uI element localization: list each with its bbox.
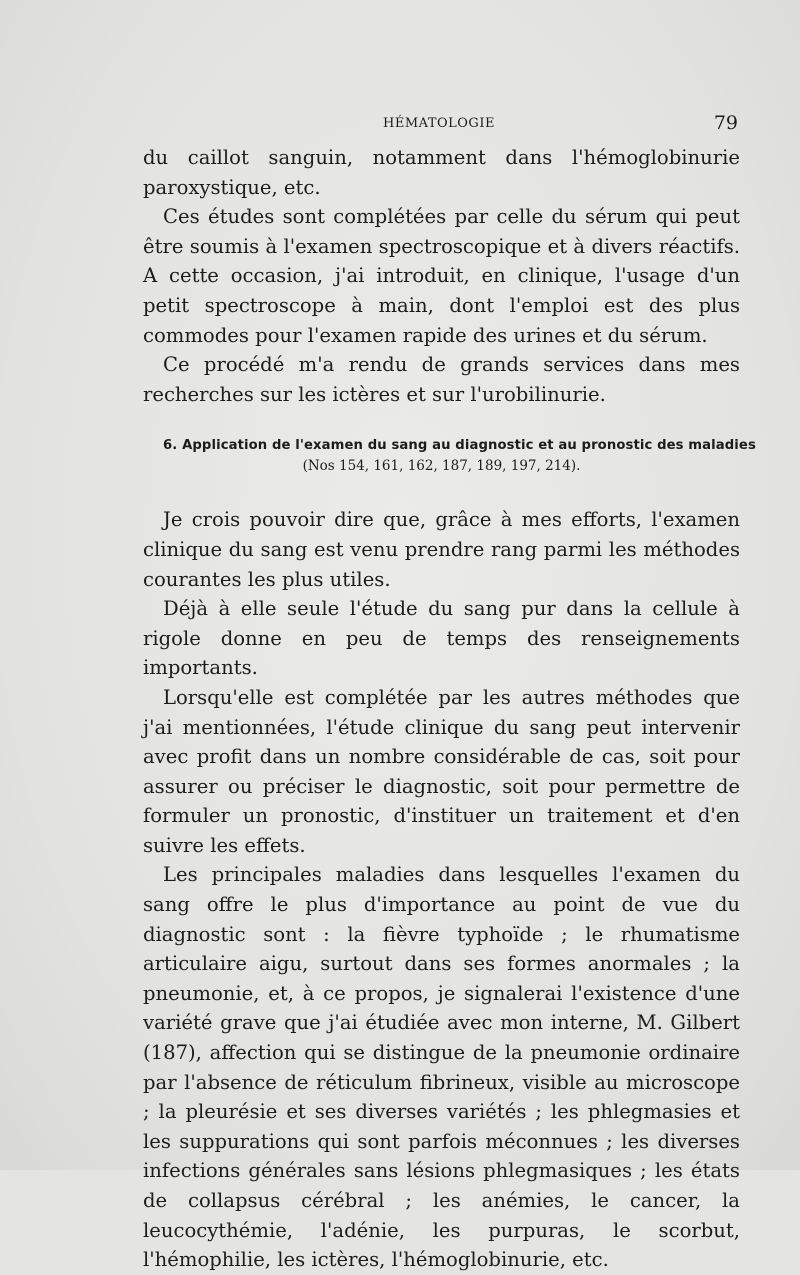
section-references: (Nos 154, 161, 162, 187, 189, 197, 214). — [302, 458, 581, 475]
paragraph: Je crois pouvoir dire que, grâce à mes efforts, l'examen clinique du sang est venu prendre rang parmi les méthodes courantes les plus utiles. — [143, 508, 740, 591]
paragraph: Ces études sont complétées par celle du sérum qui peut être soumis à l'examen spectroscopique et à divers réactifs. A cette occasion, j'ai introduit, en clinique, l'usage d'un petit spectroscope à main, dont l'emploi est des plus commodes pour l'examen rapide des urines et du sérum. — [143, 205, 740, 347]
paragraph: Ce procédé m'a rendu de grands services dans mes recherches sur les ictères et sur l'urobilinurie. — [143, 353, 740, 406]
section-heading: 6. Application de l'examen du sang au diagnostic et au pronostic des maladies — [163, 438, 756, 454]
paragraph: Lorsqu'elle est complétée par les autres méthodes que j'ai mentionnées, l'étude clinique du sang peut intervenir avec profit dans un nombre considérable de cas, soit pour assurer ou préciser le diagnostic, soit pour permettre de formuler un pronostic, d'instituer un traitement et d'en suivre les effets. — [143, 685, 740, 857]
page-number: 79 — [713, 112, 738, 134]
page-header — [143, 112, 740, 138]
running-title: HÉMATOLOGIE — [383, 116, 495, 131]
paragraph: Les principales maladies dans lesquelles l'examen du sang offre le plus d'importance au point de vue du diagnostic sont : la fièvre typhoïde ; le rhumatisme articulaire aigu, surtout dans ses formes anormales ; la pneumonie, et, à ce propos, je signalerai l'existence d'une variété grave que j'ai étudiée avec mon interne, M. Gilbert (187), affection qui se distingue de la pneumonie ordinaire par l'absence de réticulum fibrineux, visible au microscope ; la pleurésie et ses diverses variétés ; les phlegmasies et les suppurations qui sont parfois méconnues ; les diverses infections générales sans lésions phlegmasiques ; les états de collapsus cérébral ; les anémies, le cancer, la leucocythémie, l'adénie, les purpuras, le scorbut, l'hémophilie, les ictères, l'hémoglobinurie, etc. — [143, 863, 740, 1272]
body-text — [143, 143, 756, 1275]
paragraph: du caillot sanguin, notamment dans l'hémoglobinurie paroxystique, etc. — [143, 146, 740, 199]
paragraph: Déjà à elle seule l'étude du sang pur dans la cellule à rigole donne en peu de temps des renseignements importants. — [143, 597, 740, 680]
